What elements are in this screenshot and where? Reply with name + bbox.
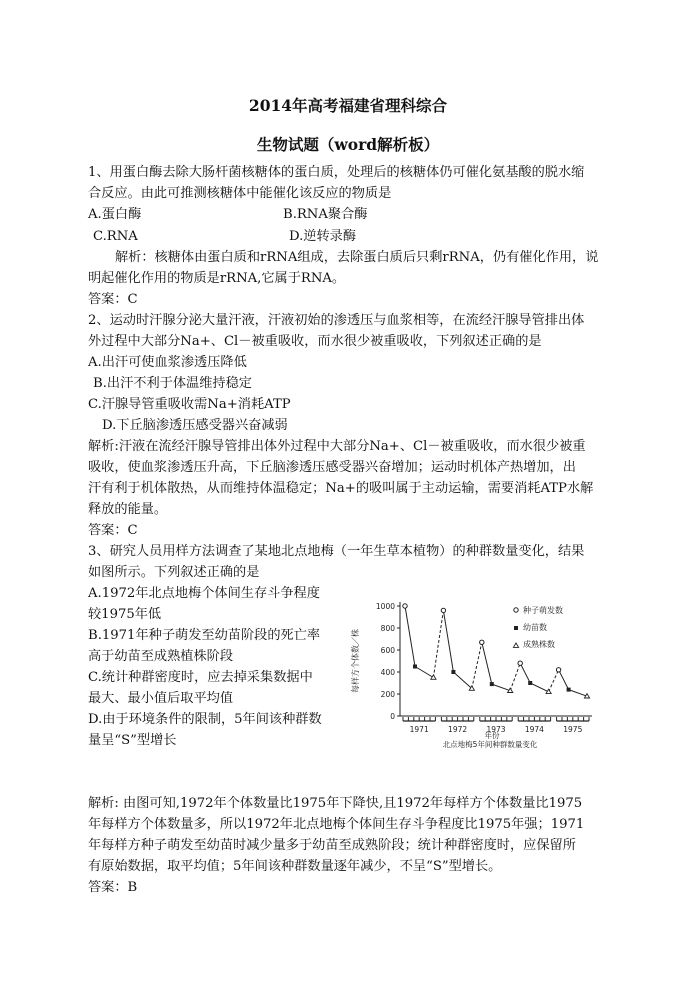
legend-seedling-marker	[514, 626, 518, 630]
q3-option-b-line2: 高于幼苗至成熟植株阶段	[88, 649, 234, 664]
q1-analysis-line2: 明起催化作用的物质是rRNA,它属于RNA。	[88, 271, 346, 286]
q2-analysis-line3: 汗有利于机体散热，从而维持体温稳定；Na+的吸叫属于主动运输，需要消耗ATP水解	[88, 481, 594, 496]
q2-analysis-line2: 吸收，使血浆渗透压升高，下丘脑渗透压感受器兴奋增加；运动时机体产热增加，出	[88, 460, 576, 475]
series-segment	[510, 663, 520, 691]
mature-point	[431, 675, 436, 679]
series-segment	[549, 670, 559, 692]
seed-point	[403, 604, 407, 608]
y-tick-label: 1000	[375, 602, 395, 611]
series-segment	[453, 672, 471, 689]
legend-label: 成熟株数	[523, 640, 555, 649]
q1-option-c: C.RNA	[93, 229, 138, 244]
q3-option-c-line1: C.统计种群密度时，应去掉采集数据中	[88, 670, 313, 685]
x-tick-label: 1975	[563, 725, 583, 734]
series-segment	[559, 670, 569, 690]
mature-point	[584, 694, 589, 698]
x-axis-label: 年份	[484, 731, 500, 740]
q3-analysis-line1: 解析: 由图可知,1972年个体数量比1975年下降快,且1972年每样方个体数量比1975	[88, 796, 583, 811]
q3-option-a-line1: A.1972年北点地梅个体间生存斗争程度	[88, 586, 320, 601]
y-axis-label: 每样方个体数／株	[351, 629, 360, 693]
legend-seed-marker	[514, 608, 518, 612]
q3-analysis-line2: 年每样方个体数量多，所以1972年北点地梅个体间生存斗争程度比1975年强；1971	[88, 817, 585, 832]
q2-option-a: A.出汗可使血浆渗透压降低	[88, 355, 247, 370]
q3-stem-line2: 如图所示。下列叙述正确的是	[88, 565, 260, 580]
q3-option-c-line2: 最大、最小值后取平均值	[88, 691, 234, 706]
series-segment	[433, 610, 443, 677]
series-segment	[530, 683, 548, 692]
q2-option-b: B.出汗不利于体温维持稳定	[93, 376, 252, 391]
q1-stem-line2: 合反应。由此可推测核糖体中能催化该反应的物质是	[88, 186, 392, 201]
q3-option-d-line2: 量呈“S”型增长	[88, 733, 177, 748]
q3-option-a-line2: 较1975年低	[88, 607, 162, 622]
y-tick-label: 400	[380, 668, 395, 677]
q1-option-a: A.蛋白酶	[88, 207, 142, 222]
legend-label: 种子萌发数	[523, 606, 563, 615]
legend-mature-marker	[513, 643, 518, 647]
seedling-point	[490, 682, 494, 686]
seed-point	[480, 640, 484, 644]
q2-analysis-line1: 解析:汗液在流经汗腺导管排出体外过程中大部分Na+、Cl－被重吸收，而水很少被重	[88, 439, 586, 454]
q3-option-d-line1: D.由于环境条件的限制，5年间该种群数	[88, 712, 322, 727]
q2-analysis-line4: 释放的能量。	[88, 502, 168, 517]
seed-point	[441, 608, 445, 612]
y-tick-label: 600	[380, 646, 395, 655]
series-segment	[405, 606, 415, 667]
chart-title: 北点地梅5年间种群数量变化	[442, 740, 538, 749]
y-tick-label: 200	[380, 690, 395, 699]
series-segment	[482, 642, 492, 684]
mature-point	[546, 689, 551, 693]
q1-answer: 答案：C	[88, 292, 138, 307]
q2-option-d: D.下丘脑渗透压感受器兴奋减弱	[102, 418, 288, 433]
q3-stem-line1: 3、研究人员用样方法调查了某地北点地梅（一年生草本植物）的种群数量变化，结果	[88, 544, 585, 559]
series-segment	[520, 663, 530, 683]
series-segment	[472, 642, 482, 688]
series-segment	[415, 667, 433, 678]
q1-option-b: B.RNA聚合酶	[283, 207, 368, 222]
series-segment	[443, 610, 453, 672]
page-title: 2014年高考福建省理科综合	[248, 96, 448, 115]
series-segment	[569, 690, 587, 697]
seedling-point	[451, 670, 455, 674]
seed-point	[518, 661, 522, 665]
x-tick-label: 1972	[448, 725, 468, 734]
seedling-point	[528, 681, 532, 685]
q1-stem-line1: 1、用蛋白酶去除大肠杆菌核糖体的蛋白质，处理后的核糖体仍可催化氨基酸的脱水缩	[88, 165, 585, 180]
q3-option-b-line1: B.1971年种子萌发至幼苗阶段的死亡率	[88, 628, 321, 643]
y-tick-label: 800	[380, 624, 395, 633]
mature-point	[508, 688, 513, 692]
population-chart	[340, 590, 610, 760]
page-subtitle: 生物试题（word解析板）	[256, 135, 440, 154]
y-tick-label: 0	[390, 712, 395, 721]
seed-point	[556, 668, 560, 672]
x-tick-label: 1971	[409, 725, 429, 734]
q3-answer: 答案：B	[88, 880, 138, 895]
q2-stem-line1: 2、运动时汗腺分泌大量汗液，汗液初始的渗透压与血浆相等，在流经汗腺导管排出体	[88, 313, 585, 328]
q1-analysis-line1: 解析：核糖体由蛋白质和rRNA组成，去除蛋白质后只剩rRNA，仍有催化作用，说	[115, 250, 599, 265]
legend-label: 幼苗数	[523, 623, 547, 632]
q3-analysis-line3: 年每样方种子萌发至幼苗时减少量多于幼苗至成熟阶段；统计种群密度时，应保留所	[88, 838, 576, 853]
q2-stem-line2: 外过程中大部分Na+、Cl－被重吸收，而水很少被重吸收，下列叙述正确的是	[88, 334, 542, 349]
seedling-point	[413, 665, 417, 669]
q2-option-c: C.汗腺导管重吸收需Na+消耗ATP	[88, 397, 291, 412]
q1-option-d: D.逆转录酶	[289, 229, 357, 244]
q3-analysis-line4: 有原始数据，取平均值；5年间该种群数量逐年减少，不呈“S”型增长。	[88, 859, 502, 874]
series-segment	[492, 684, 510, 691]
seedling-point	[567, 688, 571, 692]
x-tick-label: 1974	[524, 725, 544, 734]
x-tick-label: 1973	[486, 725, 506, 734]
q2-answer: 答案：C	[88, 523, 138, 538]
